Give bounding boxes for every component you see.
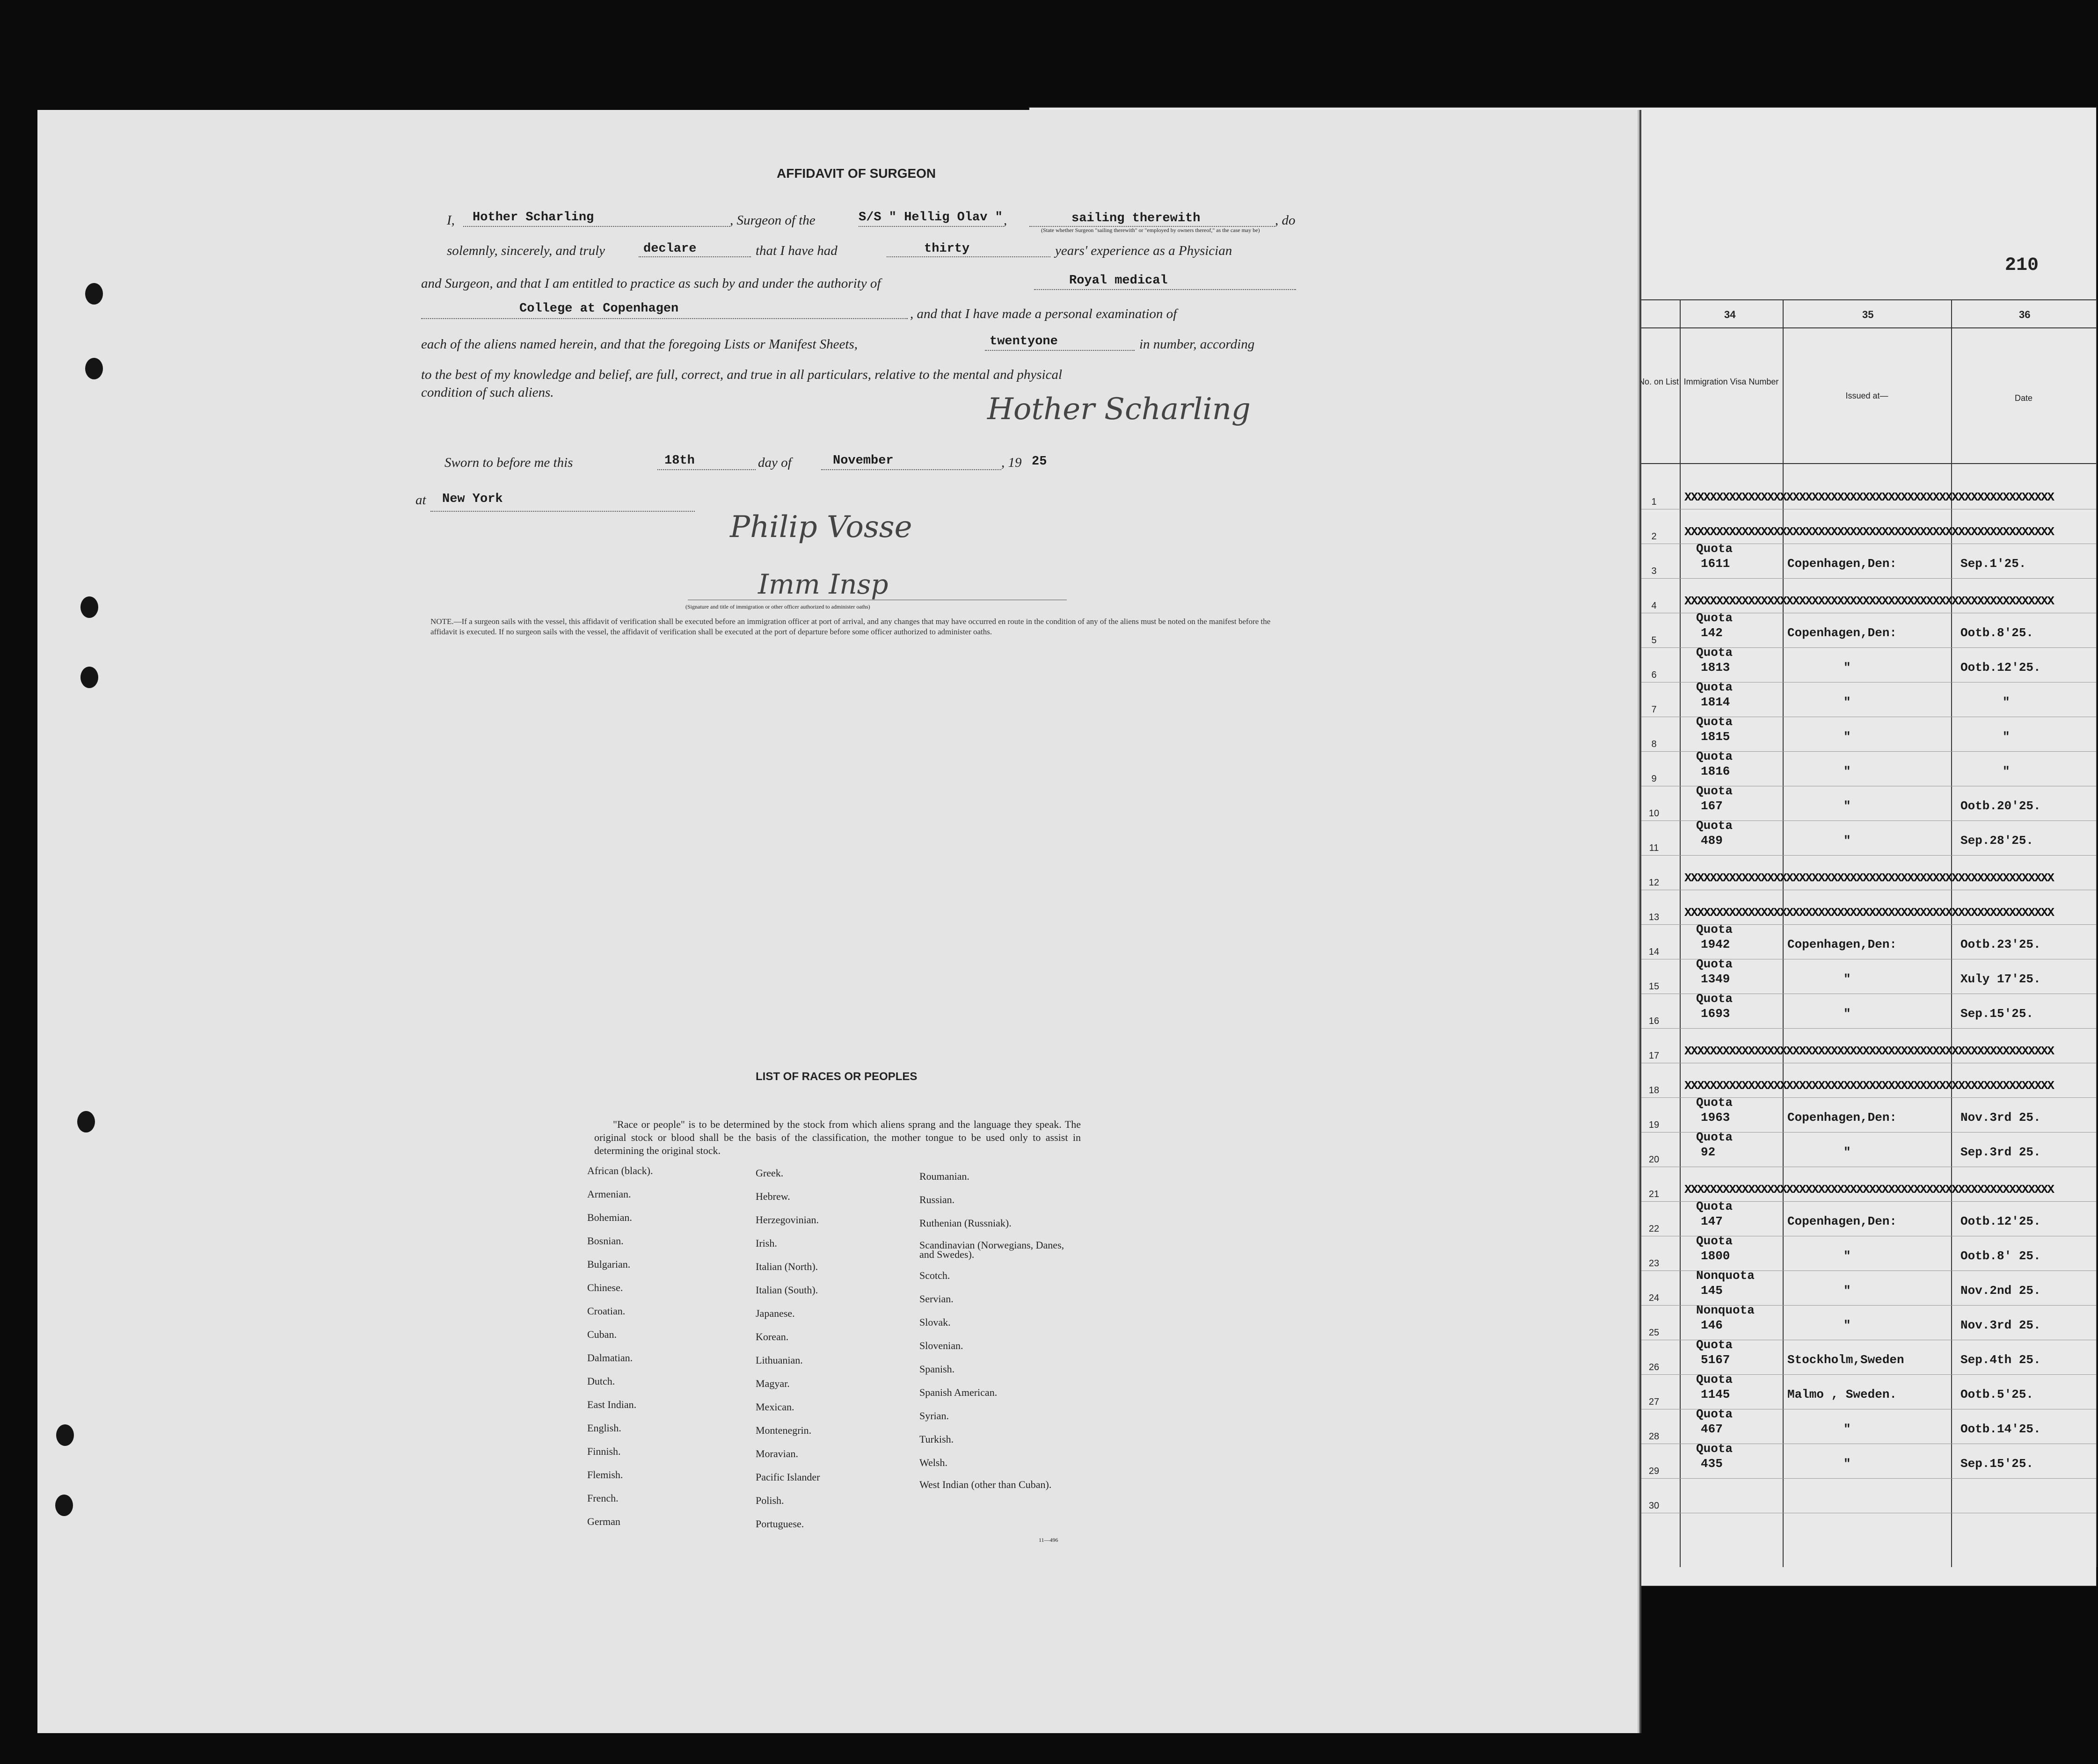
visa-number: 1611 (1701, 557, 1730, 571)
row-number: 10 (1648, 808, 1660, 819)
issued-at: " (1843, 695, 1851, 709)
visa-number: 147 (1701, 1214, 1723, 1228)
row-number: 7 (1651, 704, 1657, 715)
years-experience: thirty (924, 242, 970, 256)
sworn-year: 25 (1032, 455, 1047, 469)
aff-text: solemnly, sincerely, and truly (447, 243, 605, 258)
table-rule (1638, 463, 2096, 464)
visa-number: 1693 (1701, 1007, 1730, 1021)
race-item: Slovak. (919, 1316, 951, 1328)
row-number: 9 (1651, 774, 1657, 784)
visa-type: Quota (1696, 922, 1733, 936)
race-item: Chinese. (587, 1282, 623, 1293)
issued-at: Copenhagen,Den: (1787, 1111, 1897, 1125)
row-number: 15 (1648, 981, 1660, 992)
crossed-out-row: XXXXXXXXXXXXXXXXXXXXXXXXXXXXXXXXXXXXXXXXXXXXXXXXXXXXXXXXXX (1684, 1044, 2054, 1058)
visa-type: Quota (1696, 680, 1733, 694)
punch-hole (77, 1111, 95, 1132)
issued-at: " (1843, 1318, 1851, 1332)
race-item: Dutch. (587, 1375, 615, 1387)
race-item: French. (587, 1492, 619, 1504)
crossed-out-row: XXXXXXXXXXXXXXXXXXXXXXXXXXXXXXXXXXXXXXXXXXXXXXXXXXXXXXXXXX (1684, 525, 2054, 539)
visa-type: Quota (1696, 542, 1733, 556)
visa-type: Quota (1696, 1372, 1733, 1387)
punch-hole (80, 667, 98, 688)
sworn-month: November (833, 454, 894, 468)
race-item: Turkish. (919, 1433, 954, 1445)
issued-at: Copenhagen,Den: (1787, 626, 1897, 640)
aff-text: at (415, 493, 426, 508)
race-item: Magyar. (756, 1378, 790, 1389)
visa-number: 1813 (1701, 661, 1730, 675)
row-number: 17 (1648, 1051, 1660, 1061)
crossed-out-row: XXXXXXXXXXXXXXXXXXXXXXXXXXXXXXXXXXXXXXXXXXXXXXXXXXXXXXXXXX (1684, 1079, 2054, 1093)
aff-text: and Surgeon, and that I am entitled to practice as such by and under the authority of (421, 276, 881, 291)
table-rule (1638, 1028, 2096, 1029)
visa-type: Quota (1696, 1199, 1733, 1213)
row-number: 16 (1648, 1016, 1660, 1026)
visa-number: 146 (1701, 1318, 1723, 1332)
row-number: 20 (1648, 1154, 1660, 1165)
table-column-rule (1638, 299, 1639, 1567)
race-item: Scandinavian (Norwegians, Danes, and Swedes). (919, 1239, 1064, 1260)
race-item: Irish. (756, 1237, 777, 1249)
row-number: 4 (1651, 601, 1657, 611)
aff-text: that I have had (756, 243, 838, 258)
issued-at: Copenhagen,Den: (1787, 1214, 1897, 1228)
column-number: 35 (1862, 309, 1874, 320)
row-number: 26 (1648, 1362, 1660, 1372)
race-item: Korean. (756, 1331, 789, 1343)
row-number: 23 (1648, 1258, 1660, 1269)
visa-date: " (2003, 695, 2010, 709)
visa-date: Ootb.14'25. (1960, 1422, 2041, 1436)
race-item: Greek. (756, 1167, 784, 1179)
aff-text: , (1004, 213, 1007, 228)
issued-at: " (1843, 799, 1851, 813)
race-item: Italian (South). (756, 1284, 818, 1296)
table-rule (1638, 299, 2096, 300)
visa-number: 142 (1701, 626, 1723, 640)
officer-title: Imm Insp (758, 568, 889, 600)
visa-date: Sep.15'25. (1960, 1007, 2034, 1021)
race-item: Cuban. (587, 1328, 617, 1340)
row-number: 28 (1648, 1431, 1660, 1442)
issued-at: " (1843, 730, 1851, 744)
visa-number: 435 (1701, 1457, 1723, 1471)
header-no-on-list: No. on List (1638, 377, 1679, 386)
blank-line (639, 256, 751, 257)
ship-name: S/S " Hellig Olav " (859, 211, 1003, 225)
race-item: East Indian. (587, 1399, 637, 1410)
blank-line (985, 350, 1135, 351)
issued-at: Copenhagen,Den: (1787, 557, 1897, 571)
race-item: Scotch. (919, 1270, 950, 1281)
race-item: Mexican. (756, 1401, 794, 1413)
row-number: 12 (1648, 878, 1660, 888)
blank-line (430, 511, 695, 512)
surgeon-signature: Hother Scharling (987, 392, 1251, 427)
visa-date: Ootb.20'25. (1960, 799, 2041, 813)
row-number: 14 (1648, 947, 1660, 957)
issued-at: " (1843, 661, 1851, 675)
issued-at: " (1843, 1007, 1851, 1021)
visa-type: Quota (1696, 715, 1733, 729)
table-rule (1638, 327, 2096, 328)
race-item: Armenian. (587, 1188, 631, 1200)
issued-at: " (1843, 1457, 1851, 1471)
visa-date: Nov.3rd 25. (1960, 1111, 2041, 1125)
row-number: 27 (1648, 1397, 1660, 1407)
punch-hole (55, 1495, 73, 1516)
table-column-rule (2096, 299, 2097, 1567)
punch-hole (85, 358, 103, 379)
visa-type: Quota (1696, 784, 1733, 798)
visa-date: Sep.4th 25. (1960, 1353, 2041, 1367)
affidavit-title: AFFIDAVIT OF SURGEON (777, 166, 936, 181)
crossed-out-row: XXXXXXXXXXXXXXXXXXXXXXXXXXXXXXXXXXXXXXXXXXXXXXXXXXXXXXXXXX (1684, 594, 2054, 608)
row-number: 21 (1648, 1189, 1660, 1199)
row-number: 11 (1649, 843, 1659, 853)
form-code: 11—496 (1039, 1537, 1058, 1543)
visa-type: Quota (1696, 749, 1733, 763)
visa-number: 1814 (1701, 695, 1730, 709)
blank-line (657, 469, 756, 470)
sworn-day: 18th (664, 454, 695, 468)
visa-date: " (2003, 730, 2010, 744)
aff-text: , do (1275, 213, 1296, 228)
authority-2: College at Copenhagen (519, 302, 679, 316)
race-item: Slovenian. (919, 1340, 963, 1351)
column-number: 36 (2019, 309, 2031, 320)
race-item: Bosnian. (587, 1235, 624, 1247)
row-number: 2 (1651, 531, 1657, 542)
table-rule (1638, 1478, 2096, 1479)
visa-date: Ootb.12'25. (1960, 1214, 2041, 1228)
aff-text: condition of such aliens. (421, 385, 554, 400)
visa-number: 92 (1701, 1145, 1716, 1159)
race-item: Spanish. (919, 1363, 955, 1375)
visa-date: Nov.2nd 25. (1960, 1284, 2041, 1298)
visa-type: Quota (1696, 1442, 1733, 1456)
issued-at: " (1843, 972, 1851, 986)
authority-1: Royal medical (1069, 274, 1168, 288)
visa-date: Ootb.12'25. (1960, 661, 2041, 675)
table-column-rule (1951, 299, 1952, 1567)
visa-type: Quota (1696, 1130, 1733, 1144)
race-item: Russian. (919, 1194, 955, 1205)
aff-text: in number, according (1139, 337, 1255, 352)
race-item: Portuguese. (756, 1518, 804, 1530)
officer-signature: Philip Vosse (730, 510, 912, 544)
sheets-count: twentyone (990, 334, 1058, 348)
issued-at: Copenhagen,Den: (1787, 937, 1897, 951)
header-date: Date (2014, 393, 2033, 403)
row-number: 22 (1648, 1224, 1660, 1234)
visa-type: Nonquota (1696, 1303, 1755, 1317)
visa-type: Nonquota (1696, 1269, 1755, 1283)
visa-type: Quota (1696, 1407, 1733, 1421)
race-item: Italian (North). (756, 1261, 818, 1272)
visa-type: Quota (1696, 1234, 1733, 1248)
crossed-out-row: XXXXXXXXXXXXXXXXXXXXXXXXXXXXXXXXXXXXXXXXXXXXXXXXXXXXXXXXXX (1684, 490, 2054, 504)
table-rule (1638, 855, 2096, 856)
row-number: 29 (1648, 1466, 1660, 1476)
visa-date: Ootb.23'25. (1960, 937, 2041, 951)
issued-at: " (1843, 1145, 1851, 1159)
row-number: 13 (1648, 912, 1660, 922)
row-number: 19 (1648, 1120, 1660, 1130)
visa-number: 167 (1701, 799, 1723, 813)
row-number: 3 (1651, 566, 1657, 576)
race-item: African (black). (587, 1165, 653, 1176)
aff-text: to the best of my knowledge and belief, are full, correct, and true in all particulars, relative to the mental and physical (421, 367, 1063, 382)
punch-hole (80, 596, 98, 618)
blank-line (859, 226, 1004, 227)
race-item: Lithuanian. (756, 1354, 803, 1366)
visa-number: 1815 (1701, 730, 1730, 744)
visa-date: Xuly 17'25. (1960, 972, 2041, 986)
row-number: 24 (1648, 1293, 1660, 1303)
race-item: English. (587, 1422, 621, 1434)
visa-number: 467 (1701, 1422, 1723, 1436)
officer-caption: (Signature and title of immigration or other officer authorized to administer oaths) (685, 603, 870, 610)
race-item: Herzegovinian. (756, 1214, 819, 1226)
race-item: Spanish American. (919, 1387, 998, 1398)
header-visa-number: Immigration Visa Number (1683, 377, 1779, 386)
race-item: Moravian. (756, 1448, 799, 1459)
visa-date: Ootb.8'25. (1960, 626, 2034, 640)
issued-at: " (1843, 834, 1851, 848)
race-item: Croatian. (587, 1305, 626, 1317)
row-number: 6 (1651, 670, 1657, 680)
blank-line (887, 256, 1050, 257)
visa-date: Sep.28'25. (1960, 834, 2034, 848)
race-item: Roumanian. (919, 1170, 969, 1182)
race-item: Flemish. (587, 1469, 623, 1481)
table-rule (1638, 578, 2096, 579)
race-item: West Indian (other than Cuban). (919, 1479, 1052, 1490)
race-item: Hebrew. (756, 1191, 790, 1202)
sailing-status: sailing therewith (1071, 211, 1201, 225)
row-number: 1 (1651, 497, 1657, 507)
visa-date: Sep.3rd 25. (1960, 1145, 2041, 1159)
blank-line (1034, 289, 1296, 290)
visa-number: 1942 (1701, 937, 1730, 951)
page-number-right: 210 (2005, 255, 2039, 276)
issued-at: " (1843, 1422, 1851, 1436)
visa-date: Nov.3rd 25. (1960, 1318, 2041, 1332)
visa-number: 1816 (1701, 764, 1730, 778)
visa-date: Ootb.8' 25. (1960, 1249, 2041, 1263)
aff-text: I, (447, 213, 455, 228)
aff-text: day of (758, 455, 792, 470)
crossed-out-row: XXXXXXXXXXXXXXXXXXXXXXXXXXXXXXXXXXXXXXXXXXXXXXXXXXXXXXXXXX (1684, 871, 2054, 885)
punch-hole (85, 283, 103, 305)
header-issued-at: Issued at— (1845, 391, 1888, 400)
issued-at: Malmo , Sweden. (1787, 1387, 1897, 1401)
visa-number: 489 (1701, 834, 1723, 848)
blank-line (821, 469, 1001, 470)
race-item: Bulgarian. (587, 1258, 631, 1270)
visa-date: Sep.1'25. (1960, 557, 2026, 571)
race-item: Dalmatian. (587, 1352, 633, 1364)
aff-text: , Surgeon of the (730, 213, 816, 228)
issued-at: " (1843, 1249, 1851, 1263)
blank-line (421, 318, 908, 319)
race-item: Welsh. (919, 1457, 947, 1468)
race-item: German (587, 1516, 620, 1527)
visa-date: Ootb.5'25. (1960, 1387, 2034, 1401)
surgeon-name: Hother Scharling (473, 211, 594, 225)
visa-date: " (2003, 764, 2010, 778)
visa-type: Quota (1696, 819, 1733, 833)
crossed-out-row: XXXXXXXXXXXXXXXXXXXXXXXXXXXXXXXXXXXXXXXXXXXXXXXXXXXXXXXXXX (1684, 906, 2054, 920)
visa-type: Quota (1696, 1096, 1733, 1110)
issued-at: " (1843, 1284, 1851, 1298)
visa-number: 1145 (1701, 1387, 1730, 1401)
visa-number: 145 (1701, 1284, 1723, 1298)
race-item: Syrian. (919, 1410, 949, 1422)
visa-number: 1800 (1701, 1249, 1730, 1263)
race-item: Servian. (919, 1293, 954, 1305)
visa-number: 1349 (1701, 972, 1730, 986)
visa-type: Quota (1696, 646, 1733, 660)
table-column-rule (1680, 299, 1681, 1567)
race-item: Polish. (756, 1495, 784, 1506)
declare-word: declare (643, 242, 697, 256)
row-number: 30 (1648, 1501, 1660, 1511)
visa-date: Sep.15'25. (1960, 1457, 2034, 1471)
races-intro: "Race or people" is to be determined by the stock from which aliens sprang and the language they speak. The original stock or blood shall be the basis of the classification, the mother tongue to be used only to assist in determining the original stock. (594, 1118, 1081, 1156)
aff-text: , 19 (1001, 455, 1022, 470)
affidavit-note: NOTE.—If a surgeon sails with the vessel, this affidavit of verification shall be executed before an immigration officer at port of arrival, and any changes that may have occurred en route in the condition of any of the aliens must be noted on the manifest before the affidavit is executed. If no surgeon sails with the vessel, the affidavit of verification shall be executed at the port of departure before some officer authorized to administer oaths. (430, 617, 1271, 636)
race-item: Finnish. (587, 1445, 621, 1457)
race-item: Pacific Islander (756, 1471, 820, 1483)
issued-at: " (1843, 764, 1851, 778)
affidavit-sheet (37, 110, 1638, 1733)
visa-type: Quota (1696, 957, 1733, 971)
column-number: 34 (1724, 309, 1736, 320)
visa-type: Quota (1696, 1338, 1733, 1352)
row-number: 5 (1651, 635, 1657, 646)
blank-line (463, 226, 730, 227)
table-column-rule (1783, 299, 1784, 1567)
race-item: Montenegrin. (756, 1424, 812, 1436)
aff-text: Sworn to before me this (444, 455, 573, 470)
visa-number: 5167 (1701, 1353, 1730, 1367)
visa-table (1638, 299, 2096, 1567)
aff-text: each of the aliens named herein, and that the foregoing Lists or Manifest Sheets, (421, 337, 858, 352)
race-item: Bohemian. (587, 1212, 632, 1223)
races-title: LIST OF RACES OR PEOPLES (756, 1070, 918, 1083)
issued-at: Stockholm,Sweden (1787, 1353, 1904, 1367)
aff-text: years' experience as a Physician (1055, 243, 1232, 258)
row-number: 18 (1648, 1085, 1660, 1096)
punch-hole (56, 1424, 74, 1446)
row-number: 8 (1651, 739, 1657, 749)
aff-text: , and that I have made a personal examination of (910, 306, 1177, 321)
row-number: 25 (1648, 1328, 1660, 1338)
sailing-note: (State whether Surgeon "sailing therewith" or "employed by owners thereof," as the case may be) (1041, 227, 1260, 233)
race-item: Ruthenian (Russniak). (919, 1217, 1012, 1229)
sworn-place: New York (442, 492, 503, 506)
visa-number: 1963 (1701, 1111, 1730, 1125)
visa-type: Quota (1696, 992, 1733, 1006)
visa-type: Quota (1696, 611, 1733, 625)
crossed-out-row: XXXXXXXXXXXXXXXXXXXXXXXXXXXXXXXXXXXXXXXXXXXXXXXXXXXXXXXXXX (1684, 1183, 2054, 1197)
race-item: Japanese. (756, 1307, 795, 1319)
